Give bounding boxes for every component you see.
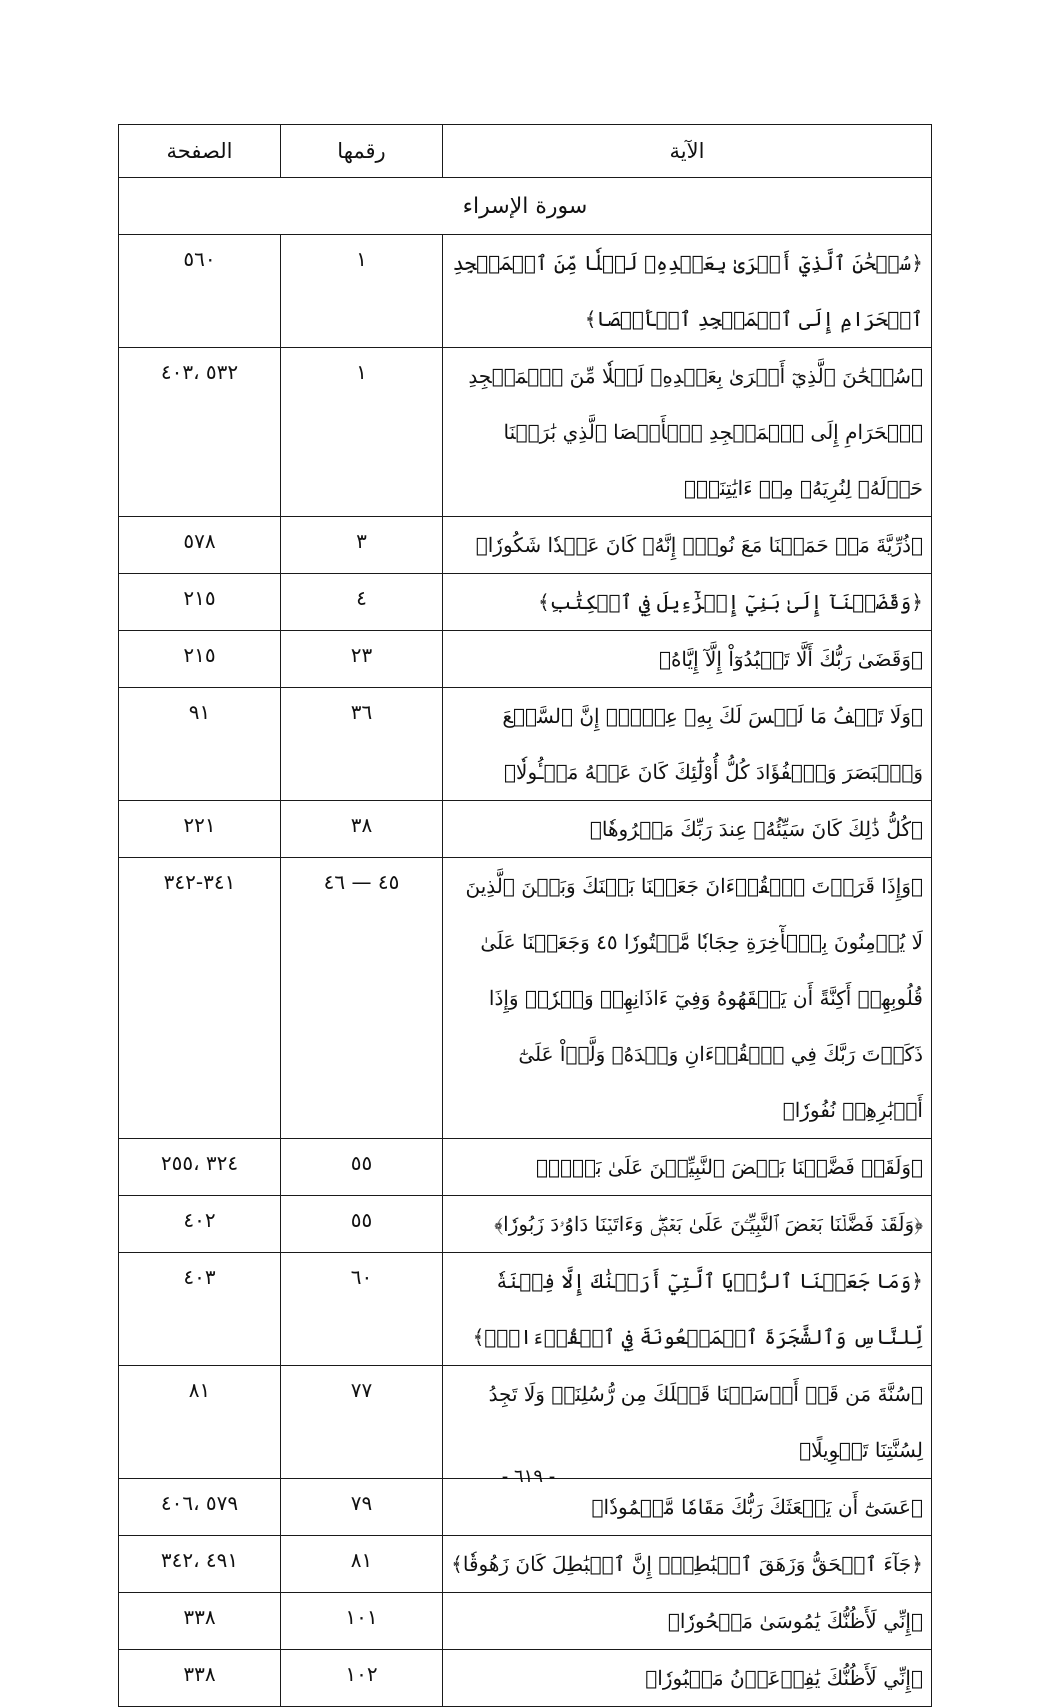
table-row <box>119 574 932 631</box>
verse-number-cell: ٤ <box>281 574 443 631</box>
page-cell: ٤٩١ ،٣٤٢ <box>119 1536 281 1593</box>
page-cell: ٥٦٠ <box>119 235 281 348</box>
table-row <box>119 801 932 858</box>
verse-cell: ﴿وَلَقَدۡ فَضَّلۡنَا بَعۡضَ ٱلنَّبِيِّـۧنَ عَلَىٰ بَعۡضٖۖ وَءَاتَيۡنَا دَاوُۥدَ زَبُورٗا﴾ <box>443 1196 932 1253</box>
table-row <box>119 1139 932 1196</box>
surah-title: سورة الإسراء <box>119 178 932 235</box>
verse-number-cell: ٨١ <box>281 1536 443 1593</box>
page-cell: ٢٢١ <box>119 801 281 858</box>
table-row <box>119 517 932 574</box>
page-cell: ٢١٥ <box>119 631 281 688</box>
page-cell: ٨١ <box>119 1366 281 1479</box>
verse-cell: ﴿جَآءَ ٱلۡحَقُّ وَزَهَقَ ٱلۡبَٰطِلُۚ إِنَّ ٱلۡبَٰطِلَ كَانَ زَهُوقٗا﴾ <box>443 1536 932 1593</box>
table-row <box>119 1253 932 1366</box>
verse-cell: ﴿سُبۡحَٰنَ ٱلَّذِيٓ أَسۡرَىٰ بِعَبۡدِهِۦ لَيۡلٗا مِّنَ ٱلۡمَسۡجِدِ ٱلۡحَرَامِ إِلَى ٱلۡمَسۡجِدِ ٱلۡأَقۡصَا ٱلَّذِي بَٰرَكۡنَا حَوۡلَهُۥ لِنُرِيَهُۥ مِنۡ ءَايَٰتِنَآۚ﴾ <box>443 348 932 517</box>
table-row <box>119 1650 932 1707</box>
verse-number-cell: ٥٥ <box>281 1196 443 1253</box>
page-cell: ٣٤١-٣٤٢ <box>119 858 281 1139</box>
verse-cell: ﴿ذُرِّيَّةَ مَنۡ حَمَلۡنَا مَعَ نُوحٍۚ إِنَّهُۥ كَانَ عَبۡدٗا شَكُورٗا﴾ <box>443 517 932 574</box>
table-row <box>119 1593 932 1650</box>
verse-number-cell: ٦٠ <box>281 1253 443 1366</box>
verse-number-cell: ٣٨ <box>281 801 443 858</box>
table-row <box>119 1196 932 1253</box>
table-row <box>119 1366 932 1479</box>
verse-cell: ﴿سُنَّةَ مَن قَدۡ أَرۡسَلۡنَا قَبۡلَكَ مِن رُّسُلِنَاۖ وَلَا تَجِدُ لِسُنَّتِنَا تَحۡوِيلًا﴾ <box>443 1366 932 1479</box>
page-cell: ٩١ <box>119 688 281 801</box>
verse-cell: ﴿وَمَا جَعَلۡنَا ٱلرُّءۡيَا ٱلَّتِيٓ أَرَيۡنَٰكَ إِلَّا فِتۡنَةٗ لِّلنَّاسِ وَٱلشَّجَرَةَ ٱلۡمَلۡعُونَةَ فِي ٱلۡقُرۡءَانِۚ﴾ <box>443 1253 932 1366</box>
page-cell: ٣٣٨ <box>119 1593 281 1650</box>
verse-number-cell: ٤٥ — ٤٦ <box>281 858 443 1139</box>
verse-number-cell: ١ <box>281 348 443 517</box>
verse-number-cell: ١٠٢ <box>281 1650 443 1707</box>
verse-cell: ﴿وَلَا تَقۡفُ مَا لَيۡسَ لَكَ بِهِۦ عِلۡمٌۚ إِنَّ ٱلسَّمۡعَ وَٱلۡبَصَرَ وَٱلۡفُؤَادَ كُلُّ أُوْلَٰٓئِكَ كَانَ عَنۡهُ مَسۡـُٔولٗا﴾ <box>443 688 932 801</box>
page-cell: ٤٠٣ <box>119 1253 281 1366</box>
header-verse: الآية <box>443 125 932 178</box>
surah-title-row <box>119 178 932 235</box>
verse-cell: ﴿عَسَىٰٓ أَن يَبۡعَثَكَ رَبُّكَ مَقَامٗا مَّحۡمُودٗا﴾ <box>443 1479 932 1536</box>
page-cell: ٢١٥ <box>119 574 281 631</box>
verse-cell: ﴿إِنِّي لَأَظُنُّكَ يَٰفِرۡعَوۡنُ مَثۡبُورٗا﴾ <box>443 1650 932 1707</box>
verse-number-cell: ٣٦ <box>281 688 443 801</box>
table-row <box>119 235 932 348</box>
table-row <box>119 1536 932 1593</box>
verse-cell: ﴿وَلَقَدۡ فَضَّلۡنَا بَعۡضَ ٱلنَّبِيِّـۧنَ عَلَىٰ بَعۡضٖ﴾ <box>443 1139 932 1196</box>
page-cell: ٥٧٨ <box>119 517 281 574</box>
verse-cell: ﴿وَقَضَىٰ رَبُّكَ أَلَّا تَعۡبُدُوٓاْ إِلَّآ إِيَّاهُ﴾ <box>443 631 932 688</box>
verse-number-cell: ١٠١ <box>281 1593 443 1650</box>
verse-number-cell: ٣ <box>281 517 443 574</box>
verse-number-cell: ٧٧ <box>281 1366 443 1479</box>
table-row <box>119 348 932 517</box>
verse-cell: ﴿وَإِذَا قَرَأۡتَ ٱلۡقُرۡءَانَ جَعَلۡنَا بَيۡنَكَ وَبَيۡنَ ٱلَّذِينَ لَا يُؤۡمِنُونَ بِٱلۡأٓخِرَةِ حِجَابٗا مَّسۡتُورٗا ٤٥ وَجَعَلۡنَا عَلَىٰ قُلُوبِهِمۡ أَكِنَّةً أَن يَفۡقَهُوهُ وَفِيٓ ءَاذَانِهِمۡ وَقۡرٗاۚ وَإِذَا ذَكَرۡتَ رَبَّكَ فِي ٱلۡقُرۡءَانِ وَحۡدَهُۥ وَلَّوۡاْ عَلَىٰٓ أَدۡبَٰرِهِمۡ نُفُورٗا﴾ <box>443 858 932 1139</box>
table-row <box>119 1479 932 1536</box>
verse-cell: ﴿وَقَضَيۡنَآ إِلَىٰ بَنِيٓ إِسۡرَٰٓءِيلَ فِي ٱلۡكِتَٰبِ﴾ <box>443 574 932 631</box>
verse-cell: ﴿كُلُّ ذَٰلِكَ كَانَ سَيِّئُهُۥ عِندَ رَبِّكَ مَكۡرُوهٗا﴾ <box>443 801 932 858</box>
page-cell: ٤٠٢ <box>119 1196 281 1253</box>
header-number: رقمها <box>281 125 443 178</box>
verse-number-cell: ٥٥ <box>281 1139 443 1196</box>
page-cell: ٥٣٢ ،٤٠٣ <box>119 348 281 517</box>
page-cell: ٣٢٤ ،٢٥٥ <box>119 1139 281 1196</box>
table-row <box>119 631 932 688</box>
verse-number-cell: ٧٩ <box>281 1479 443 1536</box>
table-header-row <box>119 125 932 178</box>
page-cell: ٥٧٩ ،٤٠٦ <box>119 1479 281 1536</box>
table-row <box>119 858 932 1139</box>
table-row <box>119 688 932 801</box>
page-cell: ٣٣٨ <box>119 1650 281 1707</box>
verse-cell: ﴿سُبۡحَٰنَ ٱلَّذِيٓ أَسۡرَىٰ بِعَبۡدِهِۦ لَيۡلٗا مِّنَ ٱلۡمَسۡجِدِ ٱلۡحَرَامِ إِلَى ٱلۡمَسۡجِدِ ٱلۡأَقۡصَا﴾ <box>443 235 932 348</box>
verse-number-cell: ٢٣ <box>281 631 443 688</box>
page-number: - ٦١٩ - <box>501 1466 556 1487</box>
verse-number-cell: ١ <box>281 235 443 348</box>
verse-cell: ﴿إِنِّي لَأَظُنُّكَ يَٰمُوسَىٰ مَسۡحُورٗا﴾ <box>443 1593 932 1650</box>
header-page: الصفحة <box>119 125 281 178</box>
